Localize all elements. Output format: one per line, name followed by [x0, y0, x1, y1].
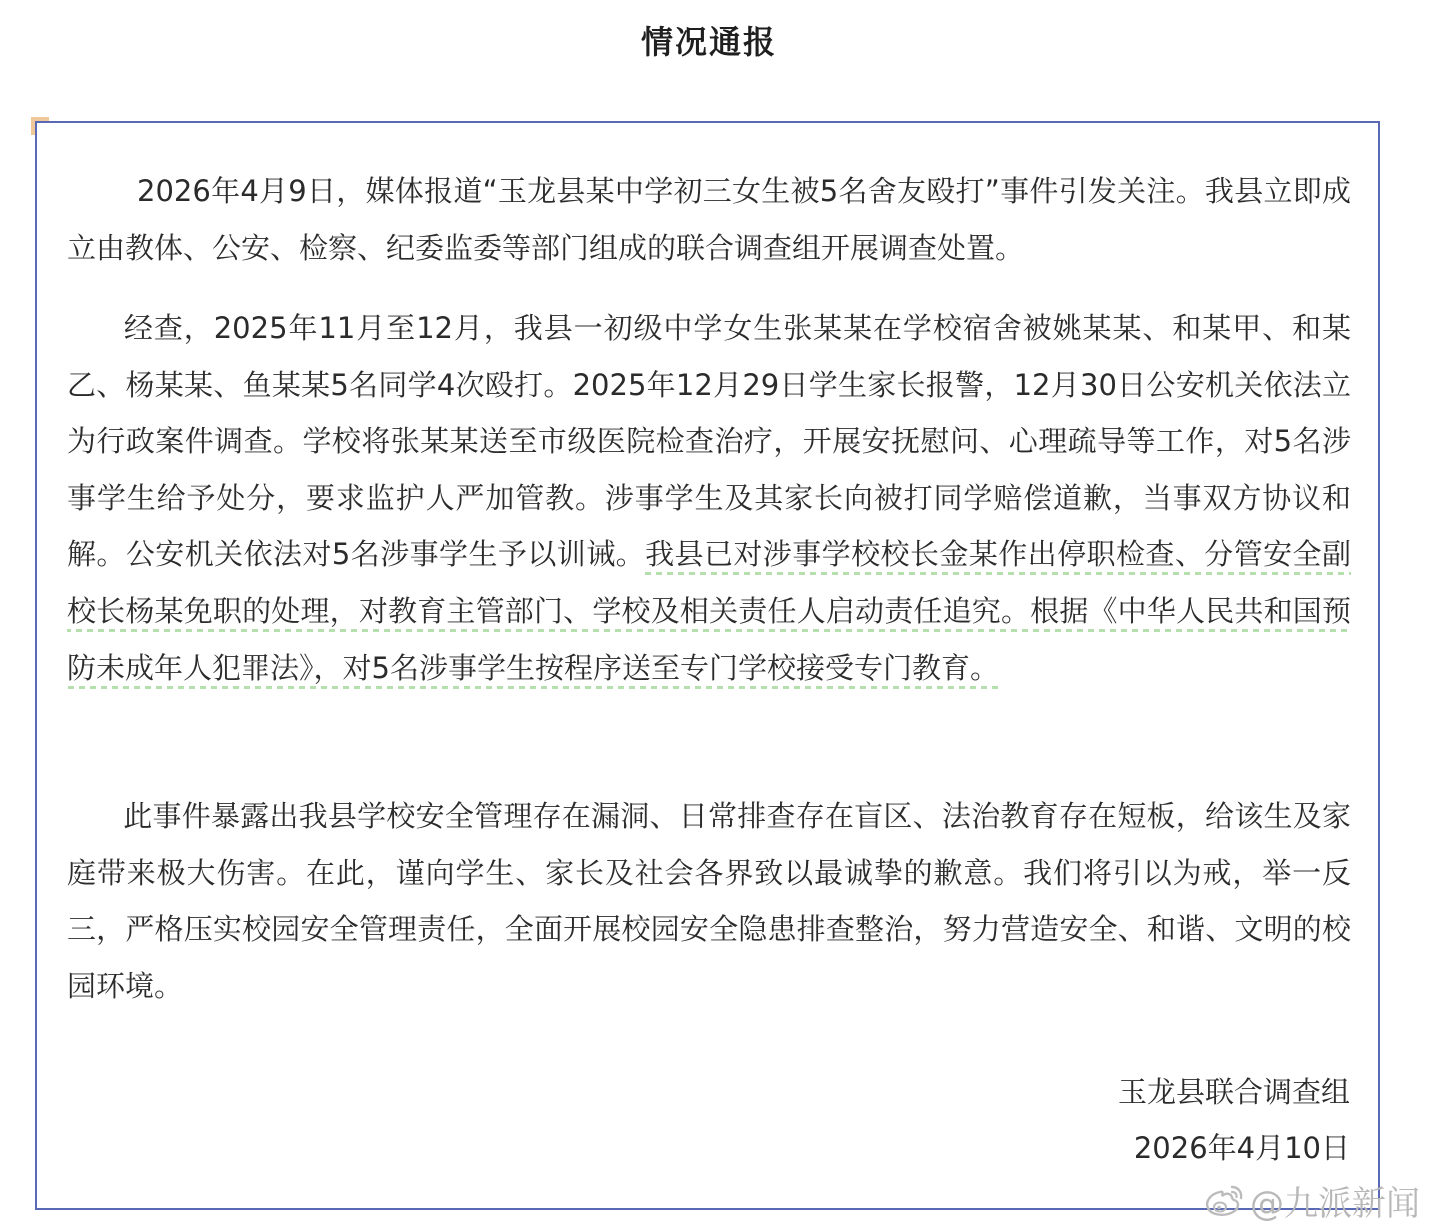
signature-org: 玉龙县联合调查组: [1117, 1075, 1350, 1109]
paragraph-findings: [67, 300, 1351, 696]
frame-corner-accent: [31, 117, 49, 135]
page-title: 情况通报: [640, 23, 777, 61]
paragraph-intro-text: 2026年4月9日，媒体报道“玉龙县某中学初三女生被5名舍友殴打”事件引发关注。我县立即成立由教体、公安、检察、纪委监委等部门组成的联合调查组开展调查处置。: [67, 174, 1351, 265]
paragraph-findings-text: 经查，2025年11月至12月，我县一初级中学女生张某某在学校宿舍被姚某某、和某甲、和某乙、杨某某、鱼某某5名同学4次殴打。2025年12月29日学生家长报警，12月30日公安机关依法立为行政案件调查。学校将张某某送至市级医院检查治疗，开展安抚慰问、心理疏导等工作，对5名涉事学生给予处分，要求监护人严加管教。涉事学生及其家长向被打同学赔偿道歉，当事双方协议和解。公安机关依法对5名涉事学生予以训诫。: [67, 311, 1351, 572]
paragraph-intro: [67, 163, 1351, 276]
watermark-text: @九派新闻: [1250, 1184, 1420, 1224]
paragraph-apology: [67, 788, 1351, 1014]
watermark: [1202, 1176, 1420, 1225]
paragraph-apology-text: 此事件暴露出我县学校安全管理存在漏洞、日常排查存在盲区、法治教育存在短板，给该生及家庭带来极大伤害。在此，谨向学生、家长及社会各界致以最诚挚的歉意。我们将引以为戒，举一反三，严格压实校园安全管理责任，全面开展校园安全隐患排查整治，努力营造安全、和谐、文明的校园环境。: [67, 799, 1351, 1003]
highlighted-accountability-text: 我县已对涉事学校校长金某作出停职检查、分管安全副校长杨某免职的处理，对教育主管部门、学校及相关责任人启动责任追究。根据《中华人民共和国预防未成年人犯罪法》，对5名涉事学生按程序送至专门学校接受专门教育。: [67, 537, 1351, 688]
weibo-icon: [1202, 1182, 1246, 1220]
signature-date: 2026年4月10日: [1133, 1131, 1350, 1165]
